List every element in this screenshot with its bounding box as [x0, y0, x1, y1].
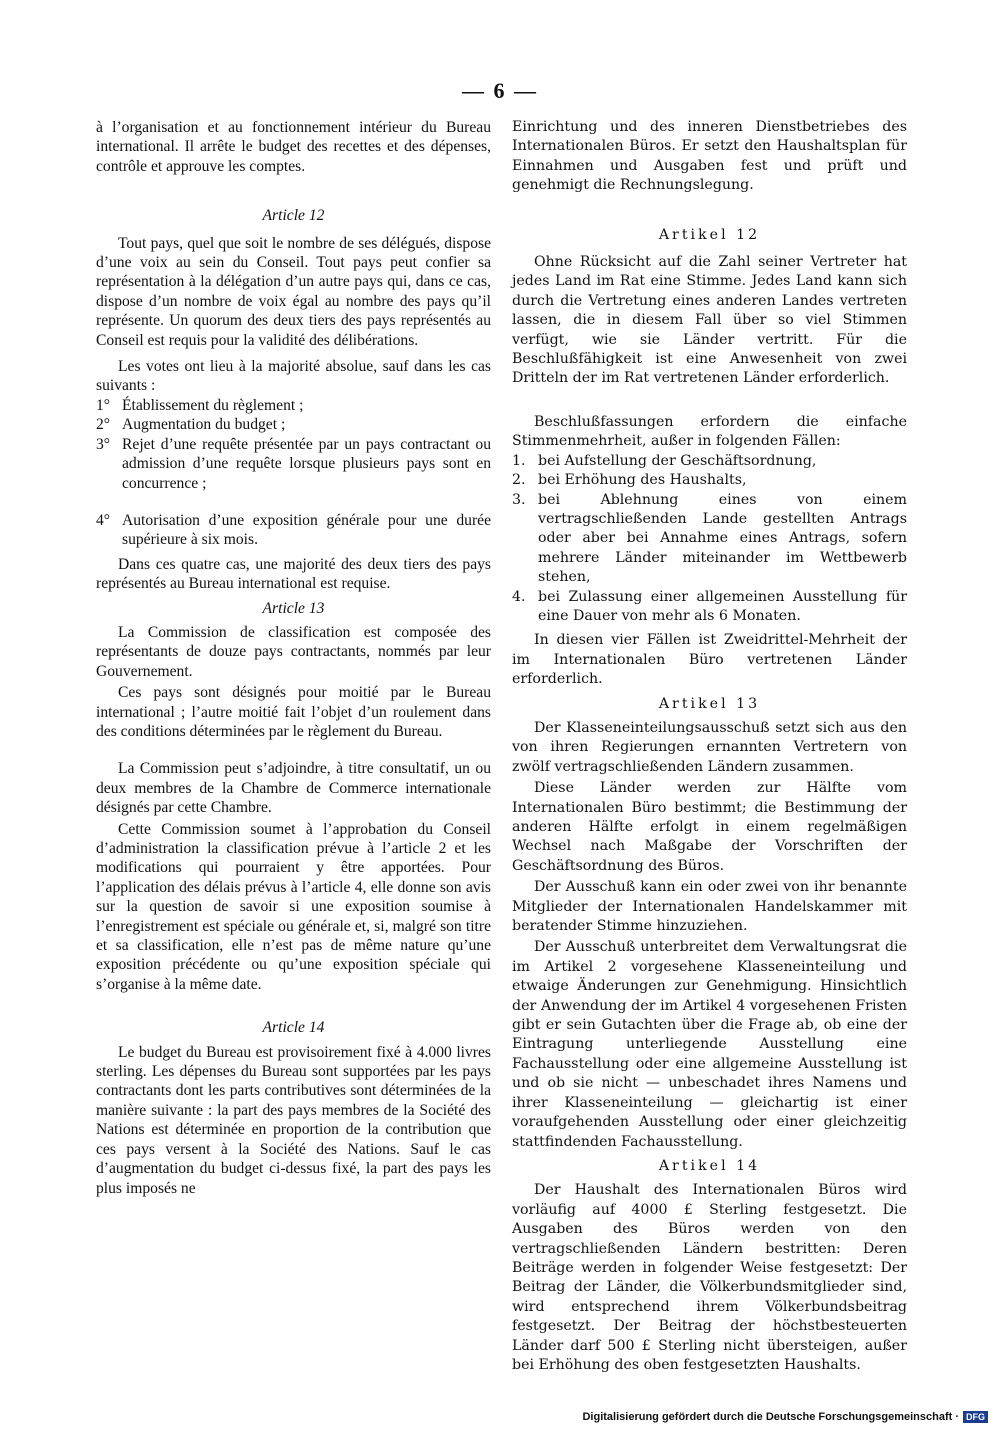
- digitization-footer: [582, 1411, 988, 1423]
- fr-intro-paragraph: à l’organisation et au fonctionnement intérieur du Bureau international. Il arrête le budget des recettes et des dépenses, contrôle et approuve les comptes.: [96, 119, 491, 175]
- de-art12-paragraph-3: In diesen vier Fällen ist Zweidrittel-Mehrheit der im Internationalen Büro vertretenen Länder erforderlich.: [512, 632, 907, 688]
- page-number: — 6 —: [462, 78, 538, 103]
- de-art12-item-3: 3. bei Ablehnung eines von einem vertragschließenden Lande gestellten Antrags oder aber bei Annahme eines Antrags, sofern mehrere Länder miteinander im Wettbewerb stehen,: [512, 491, 907, 586]
- fr-article-14-title: Article 14: [262, 1019, 325, 1037]
- footer-text: Digitalisierung gefördert durch die Deutsche Forschungsgemeinschaft ·: [582, 1411, 959, 1423]
- fr-art12-item-2: 2° Augmentation du budget ;: [96, 416, 286, 434]
- de-art12-item-1: 1. bei Aufstellung der Geschäftsordnung,: [512, 452, 817, 469]
- de-art13-paragraph-2: Diese Länder werden zur Hälfte vom Internationalen Büro bestimmt; die Bestimmung der anderen Hälfte erfolgt in einem regelmäßigen Wechsel nach Maßgabe der Vorschriften der Geschäftsordnung des Büros.: [512, 780, 907, 874]
- de-art13-paragraph-1: Der Klasseneinteilungsausschuß setzt sich aus den von ihren Regierungen ernannten Vertretern von zwölf vertragschließenden Ländern zusammen.: [512, 719, 907, 775]
- de-intro-paragraph: Einrichtung und des inneren Dienstbetriebes des Internationalen Büros. Er setzt den Haushaltsplan für Einnahmen und Ausgaben fest und prüft und genehmigt die Rechnungslegung.: [512, 119, 907, 194]
- french-column: [96, 118, 491, 1198]
- fr-art13-paragraph-2: Ces pays sont désignés pour moitié par le Bureau international ; l’autre moitié fait l’objet d’un roulement dans des conditions déterminées par le règlement du Bureau.: [96, 684, 491, 740]
- de-art13-paragraph-3: Der Ausschuß kann ein oder zwei von ihr benannte Mitglieder der Internationalen Handelskammer mit beratender Stimme hinzuziehen.: [512, 879, 907, 935]
- de-art12-paragraph-1: Ohne Rücksicht auf die Zahl seiner Vertreter hat jedes Land im Rat eine Stimme. Jedes Land kann sich durch die Vertretung eines anderen Landes vertreten lassen, die in diesem Fall über so viel Stimmen verfügt, wie sie Länder vertritt. Für die Beschlußfähigkeit ist eine Anwesenheit von zwei Dritteln der im Rat vertretenen Länder erforderlich.: [512, 254, 907, 387]
- fr-art12-item-3: 3° Rejet d’une requête présentée par un pays contractant ou admission d’une requête lorsque plusieurs pays sont en concurrence ;: [96, 435, 491, 492]
- fr-art12-item-4: 4° Autorisation d’une exposition générale pour une durée supérieure à six mois.: [96, 511, 491, 549]
- fr-art12-paragraph-2: Les votes ont lieu à la majorité absolue, sauf dans les cas suivants :: [96, 358, 491, 395]
- german-column: [512, 118, 907, 1375]
- de-art12-paragraph-2: Beschlußfassungen erfordern die einfache Stimmenmehrheit, außer in folgenden Fällen:: [512, 413, 907, 450]
- fr-art13-paragraph-4: Cette Commission soumet à l’approbation du Conseil d’administration la classification prévue à l’article 2 et les modifications qui pourraient y être apportées. Pour l’application des délais prévus à l’article 4, elle donne son avis sur la question de savoir si une exposition soumise à l’enregistrement est spéciale ou générale et, si, malgré son titre et sa classification, elle n’est pas de même nature qu’une exposition précédente ou qu’une exposition spéciale qui s’organise à la même date.: [96, 820, 491, 993]
- de-artikel-14-title: Artikel 14: [658, 1157, 761, 1174]
- de-artikel-13-title: Artikel 13: [658, 695, 761, 712]
- fr-art14-paragraph-1: Le budget du Bureau est provisoirement fixé à 4.000 livres sterling. Les dépenses du Bureau sont supportées par les pays contractants dont les parts contributives sont déterminées de la manière suivante : la part des pays membres de la Société des Nations est déterminée en proportion de la contribution que ces pays versent à la Société des Nations. Sauf le cas d’augmentation du budget ci-dessus fixé, la part des pays les plus imposés ne: [96, 1043, 491, 1197]
- de-artikel-12-title: Artikel 12: [658, 226, 761, 243]
- fr-article-13-title: Article 13: [262, 599, 325, 617]
- de-art14-paragraph-1: Der Haushalt des Internationalen Büros wird vorläufig auf 4000 £ Sterling festgesetzt. Die Ausgaben des Büros werden von den vertragschließenden Ländern bestritten: Deren Beiträge werden in folgender Weise festgesetzt: Der Beitrag der Länder, die Völkerbundsmitglieder sind, wird entsprechend ihrem Völkerbundsbeitrag festgesetzt. Der Beitrag der höchstbesteuerten Länder darf 500 £ Sterling nicht übersteigen, außer bei Erhöhung des oben festgesetzten Haushalts.: [512, 1182, 907, 1373]
- de-art12-item-4: 4. bei Zulassung einer allgemeinen Ausstellung für eine Dauer von mehr als 6 Monaten.: [512, 588, 907, 624]
- fr-art13-paragraph-1: La Commission de classification est composée des représentants de douze pays contractants, nommés par leur Gouvernement.: [96, 623, 491, 680]
- de-art13-paragraph-4: Der Ausschuß unterbreitet dem Verwaltungsrat die im Artikel 2 vorgesehene Klasseneinteilung und etwaige Änderungen zur Genehmigung. Hinsichtlich der Anwendung der im Artikel 4 vorgesehenen Fristen gibt er sein Gutachten über die Frage ab, ob eine der Eintragung unterliegende Ausstellung eine Fachausstellung oder eine allgemeine Ausstellung ist und ob sie nicht — unbeschadet ihres Namens und ihrer Klasseneinteilung — gleichartig ist einer voraufgehenden Ausstellung oder einer gleichzeitig stattfindenden Fachausstellung.: [512, 939, 907, 1150]
- de-art12-item-2: 2. bei Erhöhung des Haushalts,: [512, 472, 747, 489]
- fr-art12-paragraph-3: Dans ces quatre cas, une majorité des deux tiers des pays représentés au Bureau international est requise.: [96, 555, 491, 593]
- fr-art12-item-1: 1° Établissement du règlement ;: [96, 396, 304, 414]
- fr-art12-paragraph-1: Tout pays, quel que soit le nombre de ses délégués, dispose d’une voix au sein du Conseil. Tout pays peut confier sa représentation à la délégation d’un autre pays qui, dans ce cas, dispose d’un nombre de voix égal au nombre des pays qu’il représente. Un quorum des deux tiers des pays représentés au Conseil est requis pour la validité des délibérations.: [96, 234, 491, 349]
- fr-article-12-title: Article 12: [262, 207, 325, 225]
- dfg-logo: DFG: [963, 1411, 988, 1423]
- fr-art13-paragraph-3: La Commission peut s’adjoindre, à titre consultatif, un ou deux membres de la Chambre de Commerce internationale désignés par cette Chambre.: [96, 760, 491, 817]
